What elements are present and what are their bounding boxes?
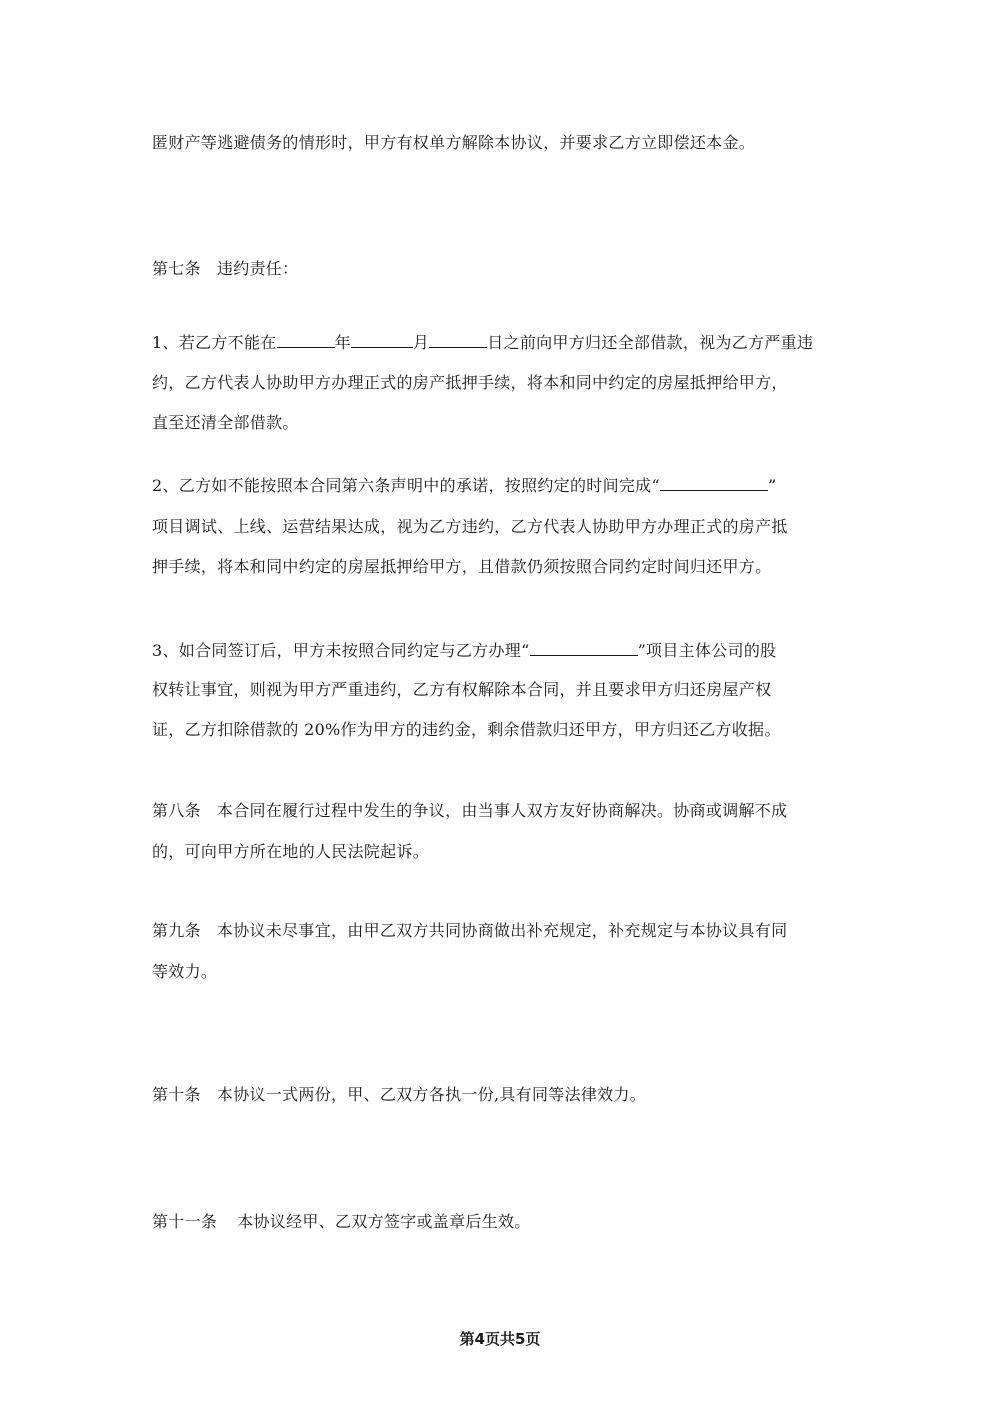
- article-10-number: 第十条: [152, 1085, 201, 1104]
- article-8-line-1: [152, 801, 787, 821]
- page-number-footer: 第4页共5页: [459, 1330, 541, 1348]
- article-10-text: 本协议一式两份，甲、乙双方各执一份,具有同等法律效力。: [216, 1085, 647, 1104]
- clause-7-2-line-3: 押手续，将本和同中约定的房屋抵押给甲方，且借款仍须按照合同约定时间归还甲方。: [152, 557, 772, 576]
- company-project-blank: [530, 640, 638, 656]
- clause-7-1-line-2: 约，乙方代表人协助甲方办理正式的房产抵押手续，将本和同中约定的房屋抵押给甲方，: [152, 373, 788, 392]
- clause-7-3-line-1: [152, 640, 776, 661]
- month-label: 月: [412, 333, 430, 352]
- clause-7-1-after-blanks: 日之前向甲方归还全部借款，视为乙方严重违: [487, 333, 814, 352]
- clause-7-3-suffix: ”项目主体公司的股: [637, 641, 777, 660]
- year-blank: [277, 332, 335, 348]
- clause-7-2-line-2: 项目调试、上线、运营结果达成，视为乙方违约，乙方代表人协助甲方办理正式的房产抵: [152, 517, 788, 536]
- clause-7-2-suffix: ”: [767, 476, 777, 495]
- clause-7-2-line-1: [152, 475, 776, 496]
- article-7-heading: [152, 259, 298, 279]
- article-9-text: 本协议未尽事宜，由甲乙双方共同协商做出补充规定，补充规定与本协议具有同: [216, 921, 788, 940]
- article-7-number: 第七条: [152, 259, 201, 278]
- project-name-blank: [660, 475, 768, 491]
- article-7-title: 违约责任：: [216, 259, 299, 278]
- clause-7-3-line-3: 证，乙方扣除借款的 20%作为甲方的违约金，剩余借款归还甲方，甲方归还乙方收据。: [152, 720, 781, 739]
- article-8-number: 第八条: [152, 801, 201, 820]
- article-11-text: 本协议经甲、乙双方签字或盖章后生效。: [237, 1212, 531, 1231]
- clause-7-3-line-2: 权转让事宜，则视为甲方严重违约，乙方有权解除本合同，并且要求甲方归还房屋产权: [152, 680, 772, 699]
- clause-7-1-line-1: [152, 332, 813, 353]
- article-9-line-1: [152, 921, 787, 941]
- article-8-text: 本合同在履行过程中发生的争议，由当事人双方友好协商解决。协商或调解不成: [216, 801, 788, 820]
- clause-7-1-line-3: 直至还清全部借款。: [152, 413, 299, 432]
- article-10: [152, 1085, 646, 1105]
- article-11: [152, 1212, 531, 1232]
- clause-7-1-prefix: 1、若乙方不能在: [152, 333, 277, 352]
- article-8-line-2: 的，可向甲方所在地的人民法院起诉。: [152, 842, 430, 861]
- paragraph-intro-tail: 匿财产等逃避债务的情形时，甲方有权单方解除本协议，并要求乙方立即偿还本金。: [152, 133, 756, 152]
- article-9-line-2: 等效力。: [152, 962, 218, 981]
- day-blank: [429, 332, 487, 348]
- clause-7-3-prefix: 3、如合同签订后，甲方未按照合同约定与乙方办理“: [152, 641, 530, 660]
- year-label: 年: [334, 333, 351, 352]
- clause-7-2-prefix: 2、乙方如不能按照本合同第六条声明中的承诺，按照约定的时间完成“: [152, 476, 660, 495]
- article-11-number: 第十一条: [152, 1212, 218, 1231]
- month-blank: [351, 332, 413, 348]
- article-9-number: 第九条: [152, 921, 201, 940]
